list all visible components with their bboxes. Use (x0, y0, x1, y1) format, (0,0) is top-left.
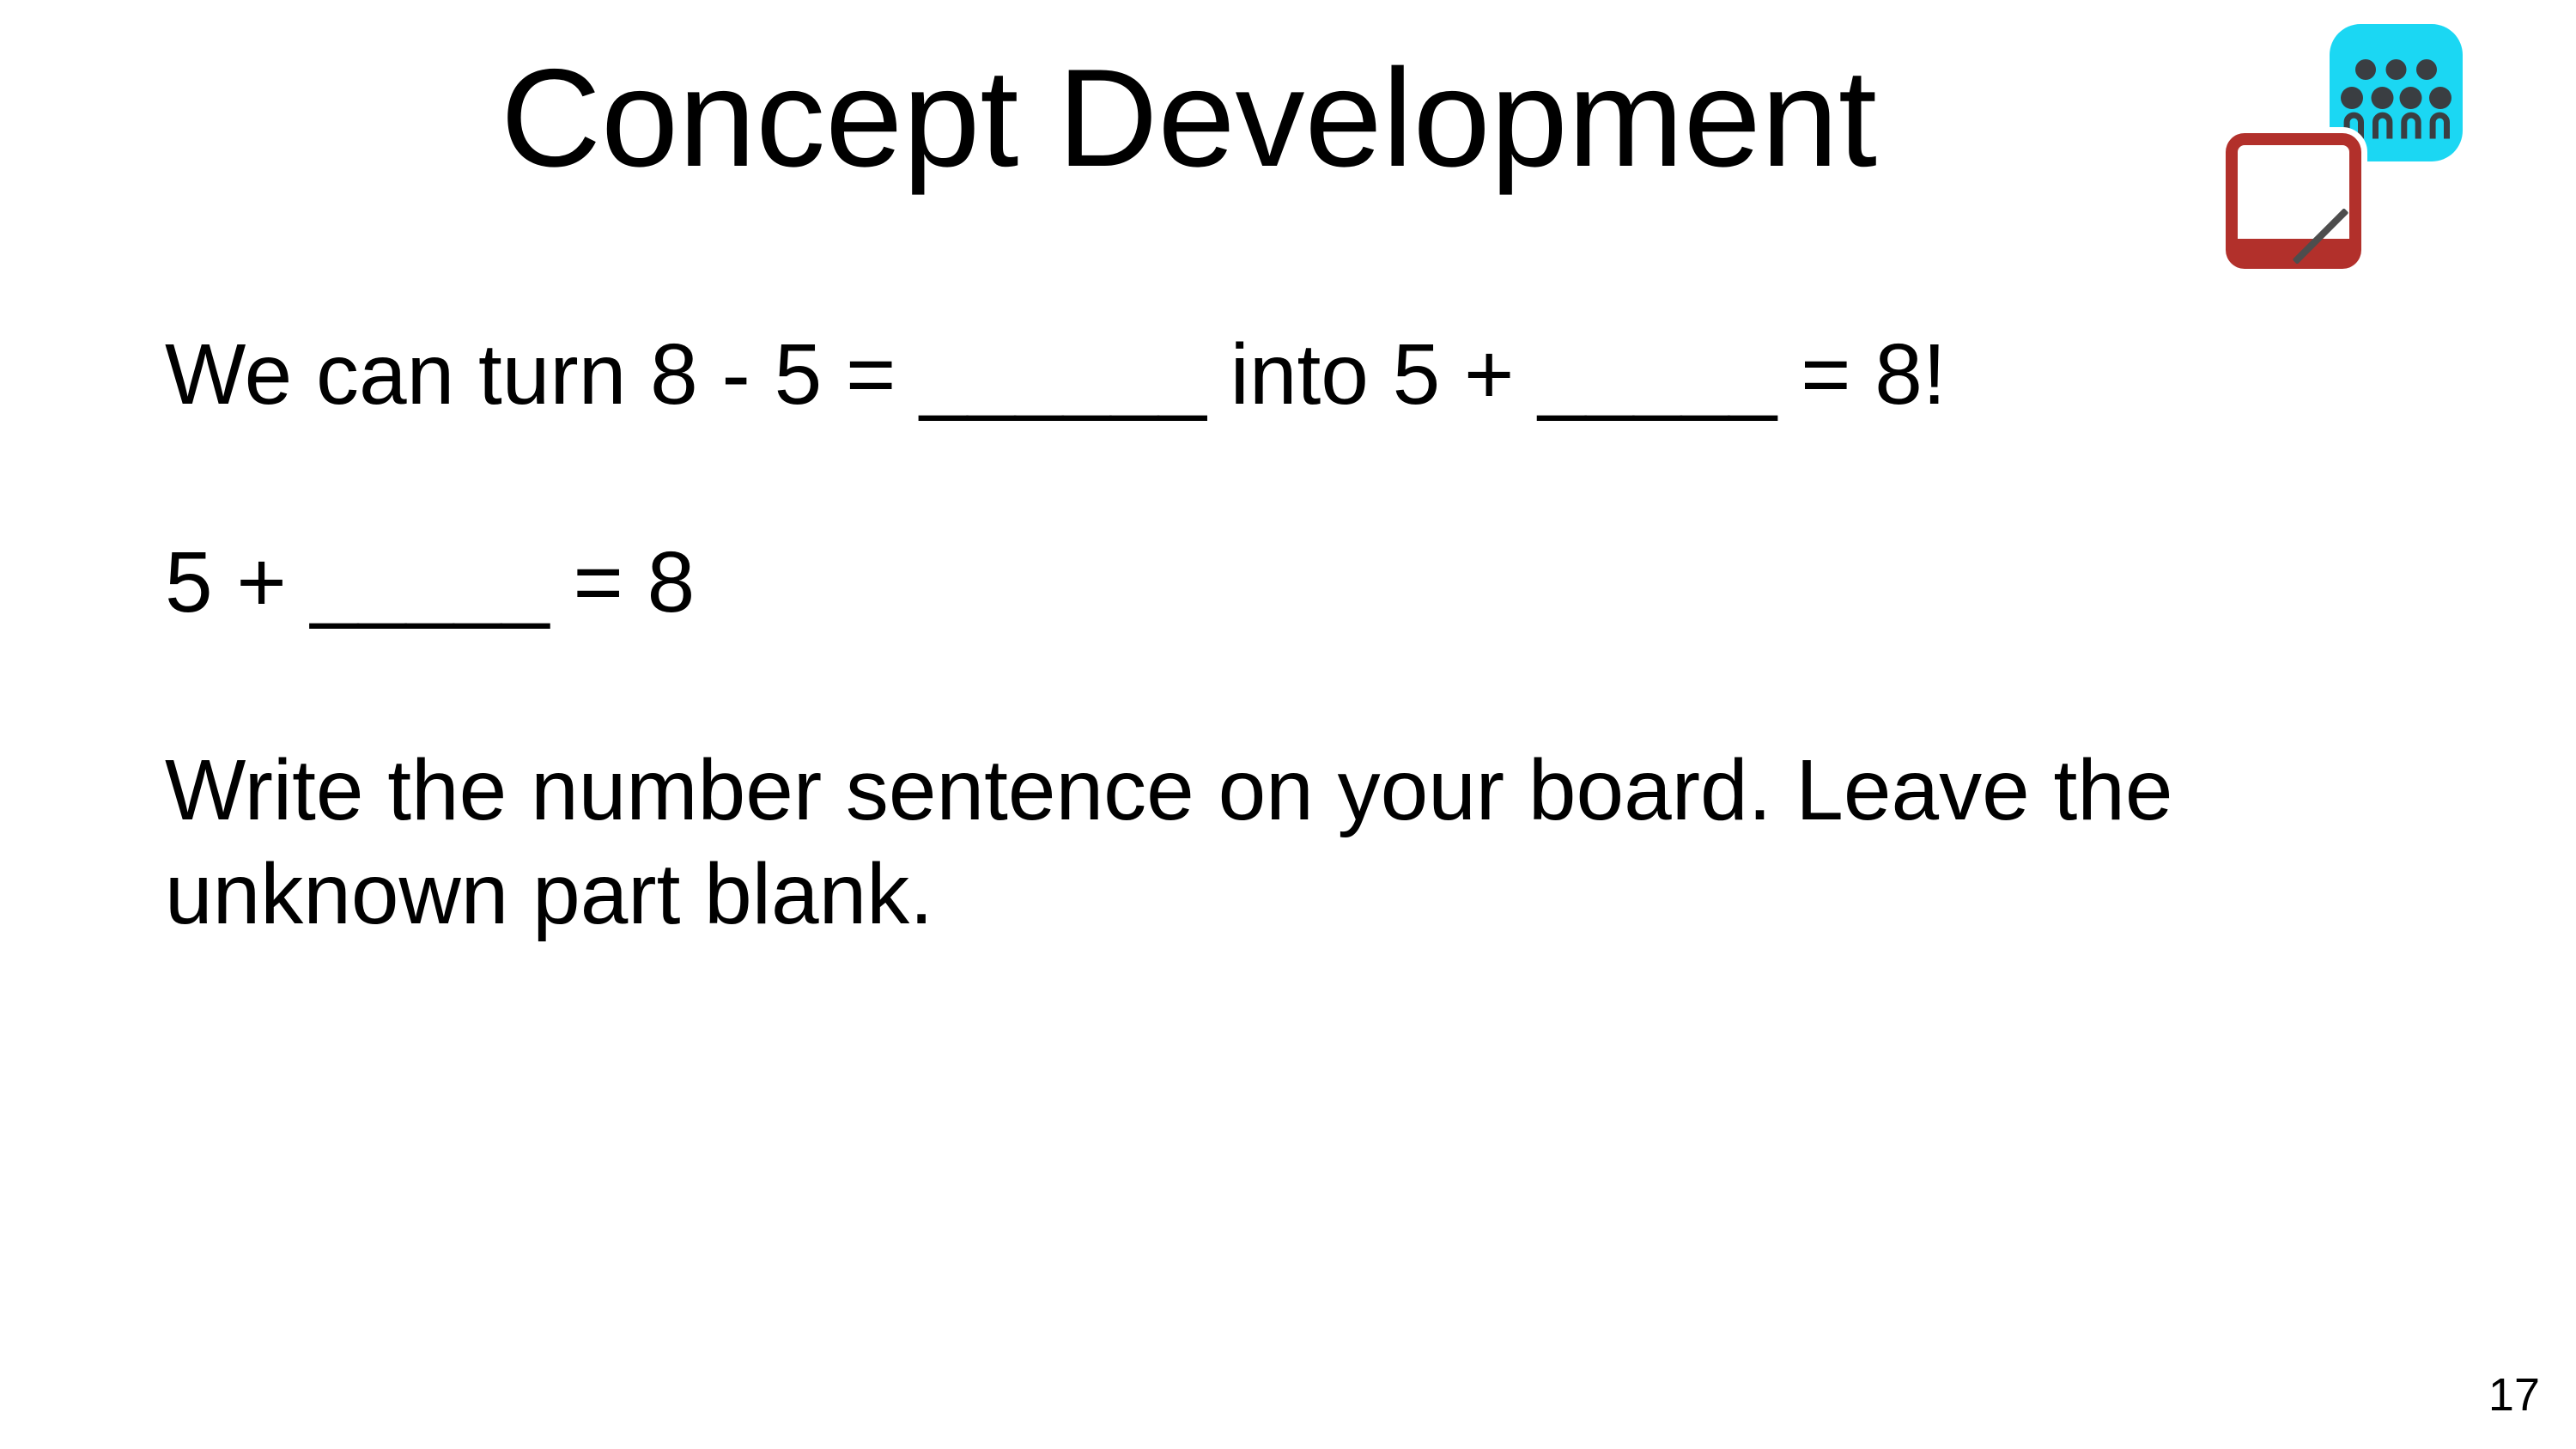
body-text-block (165, 323, 2172, 947)
marker-stroke-icon (2293, 208, 2349, 265)
body-line-instruction-1: Write the number sentence on your board. Leave the (165, 742, 2173, 838)
body-line-spacer (165, 427, 2172, 531)
page-number: 17 (2488, 1369, 2540, 1421)
body-line-instruction-2: unknown part blank. (165, 846, 934, 942)
body-line-sentence-conversion: We can turn 8 - 5 = ______ into 5 + _____ = 8! (165, 326, 1947, 423)
body-line-spacer (165, 635, 2172, 739)
body-line-equation: 5 + _____ = 8 (165, 534, 696, 630)
page-title: Concept Development (501, 40, 1877, 196)
whiteboard-icon (2226, 133, 2361, 269)
